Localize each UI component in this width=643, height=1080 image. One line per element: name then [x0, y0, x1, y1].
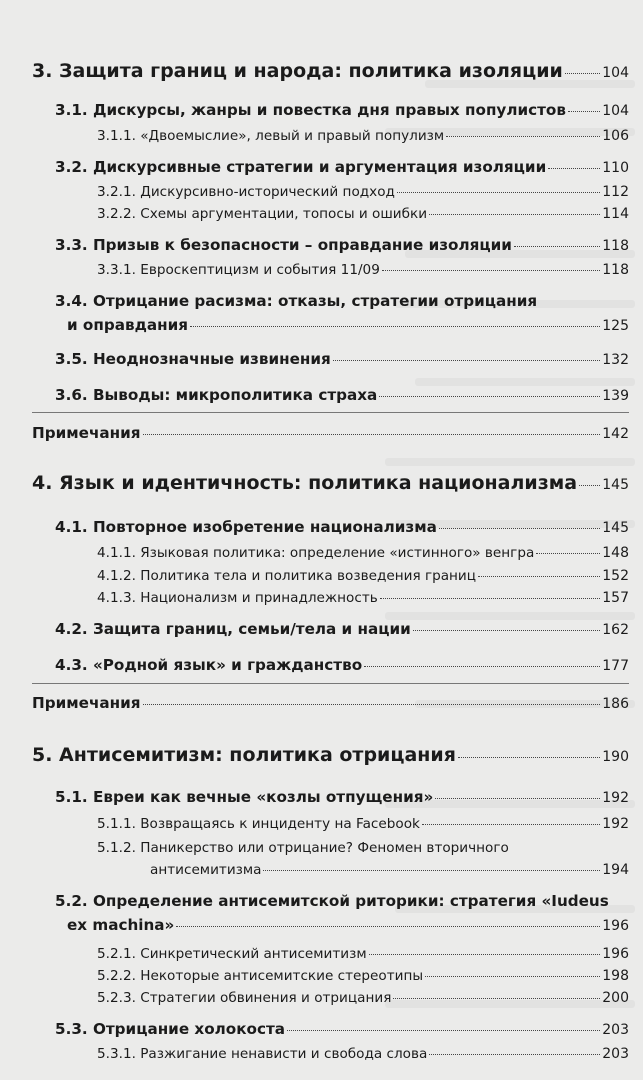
- toc-section-4-1: [0, 518, 629, 536]
- toc-page-number: 200: [602, 990, 629, 1006]
- toc-entry-title: 4.1. Повторное изобретение национализма: [55, 518, 437, 536]
- toc-entry-title: 5. Антисемитизм: политика отрицания: [32, 744, 456, 766]
- toc-subsection-5-1-2-first-line: 5.1.2. Паникерство или отрицание? Феномен вторичного: [97, 840, 509, 856]
- toc-section-5-3: [0, 1020, 629, 1038]
- toc-subsection-5-2-2: [0, 968, 629, 984]
- toc-page-number: 114: [602, 206, 629, 222]
- toc-leader-dots: [478, 576, 600, 577]
- toc-leader-dots: [429, 1054, 600, 1055]
- toc-entry-title: 4. Язык и идентичность: политика национализма: [32, 472, 578, 494]
- toc-leader-dots: [287, 1030, 600, 1031]
- divider-line: [32, 683, 629, 684]
- toc-leader-dots: [435, 798, 600, 799]
- toc-leader-dots: [364, 666, 600, 667]
- toc-entry-title: Примечания: [32, 424, 141, 442]
- toc-leader-dots: [393, 998, 600, 999]
- toc-subsection-3-3-1: [0, 262, 629, 278]
- toc-entry-title: 5.2.2. Некоторые антисемитские стереотипы: [97, 968, 424, 984]
- toc-leader-dots: [425, 976, 600, 977]
- toc-leader-dots: [429, 214, 600, 215]
- toc-subsection-4-1-3: [0, 590, 629, 606]
- toc-leader-dots: [514, 246, 600, 247]
- toc-page-number: 194: [602, 862, 629, 878]
- toc-entry-title: 3.1. Дискурсы, жанры и повестка дня правых популистов: [55, 101, 566, 119]
- toc-page-number: 139: [602, 388, 629, 404]
- toc-chapter-4: [0, 472, 629, 494]
- toc-leader-dots: [263, 870, 600, 871]
- toc-entry-title: 3.2. Дискурсивные стратегии и аргументация изоляции: [55, 158, 547, 176]
- toc-subsection-5-2-1: [0, 946, 629, 962]
- toc-section-5-2-first-line: 5.2. Определение антисемитской риторики: стратегия «Iudeus: [55, 892, 609, 910]
- toc-notes-chapter-3: [0, 424, 629, 442]
- toc-page-number: 203: [602, 1046, 629, 1062]
- toc-entry-title: 3.6. Выводы: микрополитика страха: [55, 386, 378, 404]
- toc-section-3-5: [0, 350, 629, 368]
- divider-line: [32, 412, 629, 413]
- toc-entry-title: 3.5. Неоднозначные извинения: [55, 350, 331, 368]
- toc-page-number: 152: [602, 568, 629, 584]
- toc-entry-title: 3. Защита границ и народа: политика изоляции: [32, 60, 563, 82]
- toc-entry-title: 5.1.1. Возвращаясь к инциденту на Facebook: [97, 816, 420, 832]
- toc-page-number: 190: [602, 749, 629, 765]
- toc-chapter-5: [0, 744, 629, 766]
- toc-page-number: 198: [602, 968, 629, 984]
- toc-subsection-3-2-1: [0, 184, 629, 200]
- toc-entry-title: 3.2.2. Схемы аргументации, топосы и ошибки: [97, 206, 428, 222]
- toc-section-3-2: [0, 158, 629, 176]
- toc-leader-dots: [379, 396, 600, 397]
- toc-page-number: 142: [602, 426, 629, 442]
- toc-leader-dots: [536, 553, 600, 554]
- toc-page-number: 177: [602, 658, 629, 674]
- toc-entry-title: антисемитизма: [150, 862, 262, 878]
- toc-section-3-1: [0, 101, 629, 119]
- toc-subsection-3-1-1: [0, 128, 629, 144]
- toc-leader-dots: [380, 598, 601, 599]
- toc-page-number: 186: [602, 696, 629, 712]
- toc-leader-dots: [568, 111, 600, 112]
- toc-page-number: 145: [602, 520, 629, 536]
- toc-page-number: 118: [602, 238, 629, 254]
- toc-page-number: 110: [602, 160, 629, 176]
- toc-subsection-5-1-2: [0, 862, 629, 878]
- toc-notes-chapter-4: [0, 694, 629, 712]
- toc-entry-title: 5.2.3. Стратегии обвинения и отрицания: [97, 990, 392, 1006]
- toc-entry-title: 3.3.1. Евроскептицизм и события 11/09: [97, 262, 380, 278]
- toc-page-number: 157: [602, 590, 629, 606]
- toc-section-3-6: [0, 386, 629, 404]
- toc-leader-dots: [422, 824, 600, 825]
- toc-section-4-2: [0, 620, 629, 638]
- toc-page-number: 112: [602, 184, 629, 200]
- toc-entry-title: ex machina»: [67, 916, 175, 934]
- toc-entry-title: 5.2.1. Синкретический антисемитизм: [97, 946, 367, 962]
- toc-entry-title: 4.1.2. Политика тела и политика возведения границ: [97, 568, 477, 584]
- toc-page-number: 104: [602, 103, 629, 119]
- toc-leader-dots: [548, 168, 600, 169]
- toc-page-number: 196: [602, 918, 629, 934]
- toc-entry-title: 5.3.1. Разжигание ненависти и свобода слова: [97, 1046, 428, 1062]
- toc-entry-title: 3.1.1. «Двоемыслие», левый и правый популизм: [97, 128, 445, 144]
- toc-page-number: 192: [602, 790, 629, 806]
- toc-entry-title: 4.3. «Родной язык» и гражданство: [55, 656, 363, 674]
- toc-entry-title: 3.3. Призыв к безопасности – оправдание изоляции: [55, 236, 512, 254]
- toc-page-number: 132: [602, 352, 629, 368]
- toc-subsection-5-2-3: [0, 990, 629, 1006]
- toc-leader-dots: [413, 630, 601, 631]
- toc-leader-dots: [176, 926, 600, 927]
- toc-page-number: 104: [602, 65, 629, 81]
- toc-page-number: 148: [602, 545, 629, 561]
- toc-entry-title: 4.2. Защита границ, семьи/тела и нации: [55, 620, 411, 638]
- toc-subsection-4-1-2: [0, 568, 629, 584]
- toc-page-number: 196: [602, 946, 629, 962]
- toc-leader-dots: [397, 192, 600, 193]
- toc-leader-dots: [565, 73, 600, 74]
- toc-entry-title: 3.2.1. Дискурсивно-исторический подход: [97, 184, 395, 200]
- toc-subsection-4-1-1: [0, 545, 629, 561]
- toc-entry-title: и оправдания: [67, 316, 188, 334]
- toc-entry-title: 5.1. Евреи как вечные «козлы отпущения»: [55, 788, 434, 806]
- toc-page-number: 118: [602, 262, 629, 278]
- toc-page-number: 192: [602, 816, 629, 832]
- toc-section-3-3: [0, 236, 629, 254]
- toc-section-3-4: [0, 316, 629, 334]
- toc-page-number: 125: [602, 318, 629, 334]
- toc-page-number: 145: [602, 477, 629, 493]
- toc-section-5-1: [0, 788, 629, 806]
- toc-section-4-3: [0, 656, 629, 674]
- toc-section-3-4-first-line: 3.4. Отрицание расизма: отказы, стратегии отрицания: [55, 292, 538, 310]
- toc-subsection-5-3-1: [0, 1046, 629, 1062]
- toc-entry-title: Примечания: [32, 694, 141, 712]
- toc-leader-dots: [143, 704, 601, 705]
- toc-leader-dots: [190, 326, 600, 327]
- toc-chapter-3: [0, 60, 629, 82]
- toc-entry-title: 4.1.1. Языковая политика: определение «истинного» венгра: [97, 545, 535, 561]
- toc-leader-dots: [446, 136, 600, 137]
- toc-page-number: 162: [602, 622, 629, 638]
- toc-leader-dots: [382, 270, 600, 271]
- toc-leader-dots: [333, 360, 600, 361]
- toc-entry-title: 5.3. Отрицание холокоста: [55, 1020, 286, 1038]
- toc-page-number: 106: [602, 128, 629, 144]
- toc-leader-dots: [458, 757, 600, 758]
- toc-leader-dots: [143, 434, 601, 435]
- toc-subsection-3-2-2: [0, 206, 629, 222]
- toc-subsection-5-1-1: [0, 816, 629, 832]
- toc-leader-dots: [369, 954, 601, 955]
- toc-page-number: 203: [602, 1022, 629, 1038]
- toc-leader-dots: [579, 485, 600, 486]
- toc-leader-dots: [439, 528, 600, 529]
- toc-section-5-2: [0, 916, 629, 934]
- toc-entry-title: 4.1.3. Национализм и принадлежность: [97, 590, 378, 606]
